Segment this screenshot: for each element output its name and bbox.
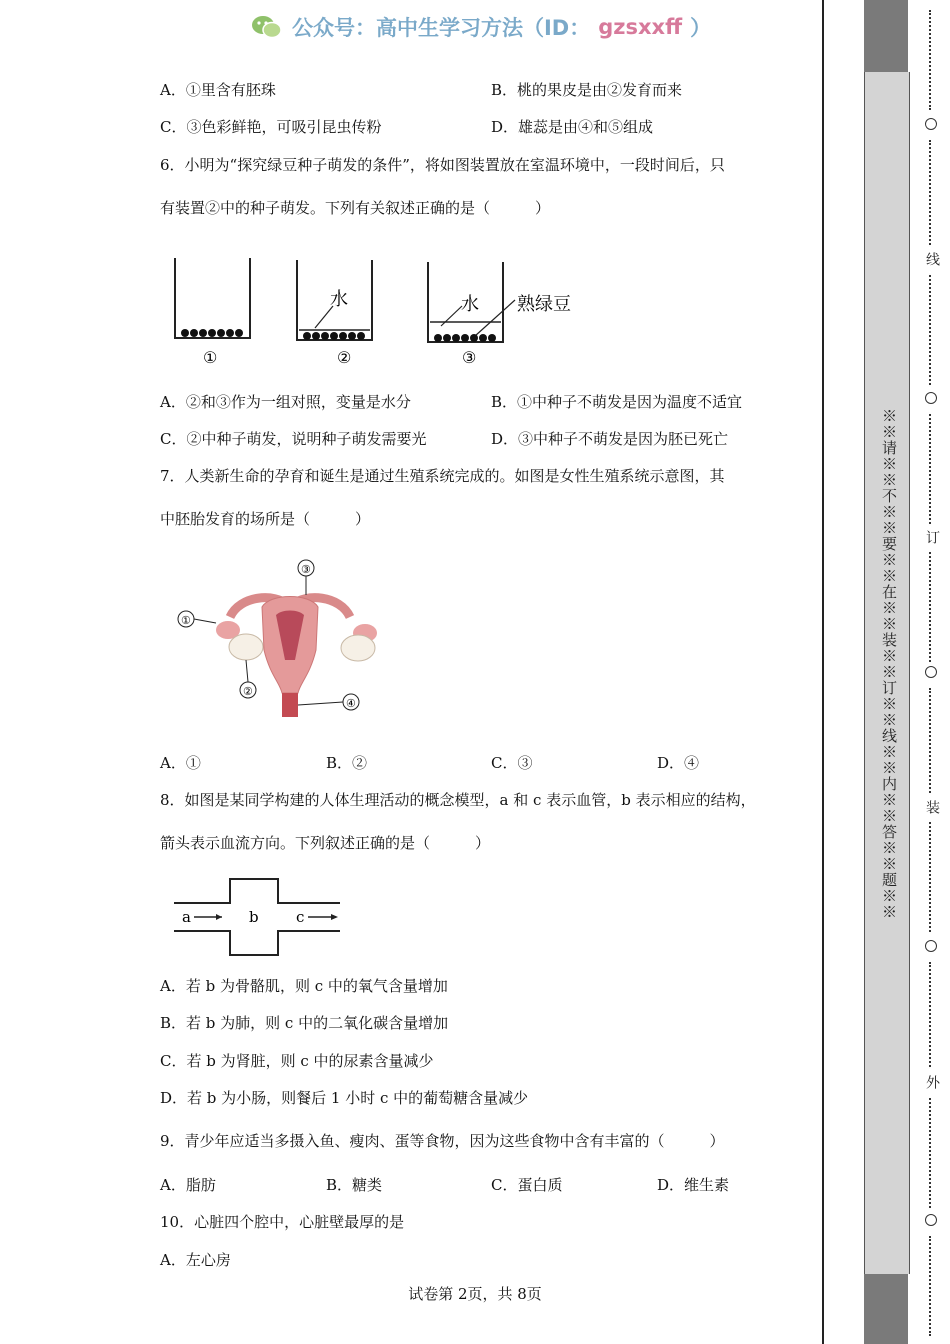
dotted-line — [929, 962, 933, 1067]
q7-option-d: D．④ — [657, 754, 700, 772]
q10-option-a: A．左心房 — [160, 1251, 231, 1269]
vessel-a-label: a — [182, 908, 191, 926]
q8-option-b: B．若 b 为肺，则 c 中的二氧化碳含量增加 — [160, 1014, 449, 1032]
q8-option-c: C．若 b 为肾脏，则 c 中的尿素含量减少 — [160, 1052, 434, 1070]
dotted-line — [929, 275, 933, 385]
dotted-line — [929, 140, 933, 245]
q6-option-d: D．③中种子不萌发是因为胚已死亡 — [491, 430, 729, 448]
header-id: gzsxxff — [598, 15, 683, 39]
q6-option-b: B．①中种子不萌发是因为温度不适宜 — [491, 393, 743, 411]
dotted-line — [929, 10, 933, 110]
organ-label-3: ③ — [301, 563, 311, 576]
page-footer: 试卷第 2页，共 8页 — [408, 1285, 542, 1303]
side-label-outer: 外 — [924, 1075, 940, 1089]
q7-stem-line2: 中胚胎发育的场所是（ ） — [160, 510, 371, 528]
water-label-3: 水 — [461, 294, 479, 315]
q5-option-b: B．桃的果皮是由②发育而来 — [491, 81, 683, 99]
blood-flow-model-figure — [170, 875, 350, 960]
q9-option-c: C．蛋白质 — [491, 1176, 563, 1194]
vessel-c-label: c — [296, 908, 305, 926]
binding-warning-text: ※※请※※不※※要※※在※※装※※订※※线※※内※※答※※题※※ — [880, 408, 898, 920]
dotted-line — [929, 1236, 933, 1336]
q8-stem-line2: 箭头表示血流方向。下列叙述正确的是（ ） — [160, 834, 491, 852]
beaker-number-2: ② — [337, 348, 352, 367]
organ-label-1: ① — [181, 614, 191, 627]
q5-option-c: C．③色彩鲜艳，可吸引昆虫传粉 — [160, 118, 382, 136]
side-label-pack: 装 — [924, 800, 940, 814]
q5-option-d: D．雄蕊是由④和⑤组成 — [491, 118, 654, 136]
organ-label-4: ④ — [346, 697, 356, 710]
q5-option-a: A．①里含有胚珠 — [160, 81, 276, 99]
header-suffix: ） — [690, 16, 712, 40]
q6-stem-line1: 6．小明为“探究绿豆种子萌发的条件”，将如图装置放在室温环境中，一段时间后，只 — [160, 156, 725, 174]
q9-option-a: A．脂肪 — [160, 1176, 216, 1194]
q6-stem-line2: 有装置②中的种子萌发。下列有关叙述正确的是（ ） — [160, 199, 551, 217]
beaker-number-1: ① — [203, 348, 218, 367]
dotted-line — [929, 552, 933, 662]
binding-hole-circle — [925, 392, 937, 404]
side-label-line: 线 — [924, 252, 940, 266]
structure-b-label: b — [249, 908, 259, 926]
q6-option-a: A．②和③作为一组对照，变量是水分 — [160, 393, 411, 411]
female-reproductive-figure — [170, 555, 410, 725]
beaker-number-3: ③ — [462, 348, 477, 367]
q10-stem: 10．心脏四个腔中，心脏壁最厚的是 — [160, 1213, 405, 1231]
header-banner — [250, 12, 711, 42]
q7-stem-line1: 7．人类新生命的孕育和诞生是通过生殖系统完成的。如图是女性生殖系统示意图，其 — [160, 467, 725, 485]
binding-hole-circle — [925, 1214, 937, 1226]
q9-stem: 9．青少年应适当多摄入鱼、瘦肉、蛋等食物，因为这些食物中含有丰富的（ ） — [160, 1132, 725, 1150]
q8-option-a: A．若 b 为骨骼肌，则 c 中的氧气含量增加 — [160, 977, 448, 995]
q7-option-a: A．① — [160, 754, 201, 772]
dotted-line — [929, 1098, 933, 1208]
q6-option-c: C．②中种子萌发，说明种子萌发需要光 — [160, 430, 427, 448]
binding-hole-circle — [925, 940, 937, 952]
dotted-line — [929, 414, 933, 524]
q9-option-b: B．糖类 — [326, 1176, 383, 1194]
q9-option-d: D．维生素 — [657, 1176, 730, 1194]
side-label-bind: 订 — [924, 530, 940, 544]
water-label-2: 水 — [330, 289, 348, 310]
q7-option-c: C．③ — [491, 754, 533, 772]
margin-band-bottom — [864, 1274, 908, 1344]
margin-band-top — [864, 0, 908, 72]
binding-hole-circle — [925, 666, 937, 678]
beaker-1 — [175, 258, 250, 338]
q8-option-d: D．若 b 为小肠，则餐后 1 小时 c 中的葡萄糖含量减少 — [160, 1089, 529, 1107]
dotted-line — [929, 688, 933, 793]
wechat-icon — [250, 14, 284, 40]
q7-option-b: B．② — [326, 754, 368, 772]
seed-germination-figure — [165, 250, 595, 375]
dotted-line — [929, 822, 933, 932]
header-prefix: 公众号：高中生学习方法（ID： — [292, 16, 591, 40]
binding-margin-line — [822, 0, 824, 1344]
binding-hole-circle — [925, 118, 937, 130]
q8-stem-line1: 8．如图是某同学构建的人体生理活动的概念模型，a 和 c 表示血管，b 表示相应的结构， — [160, 791, 756, 809]
cooked-bean-label: 熟绿豆 — [517, 294, 571, 315]
organ-label-2: ② — [243, 685, 253, 698]
